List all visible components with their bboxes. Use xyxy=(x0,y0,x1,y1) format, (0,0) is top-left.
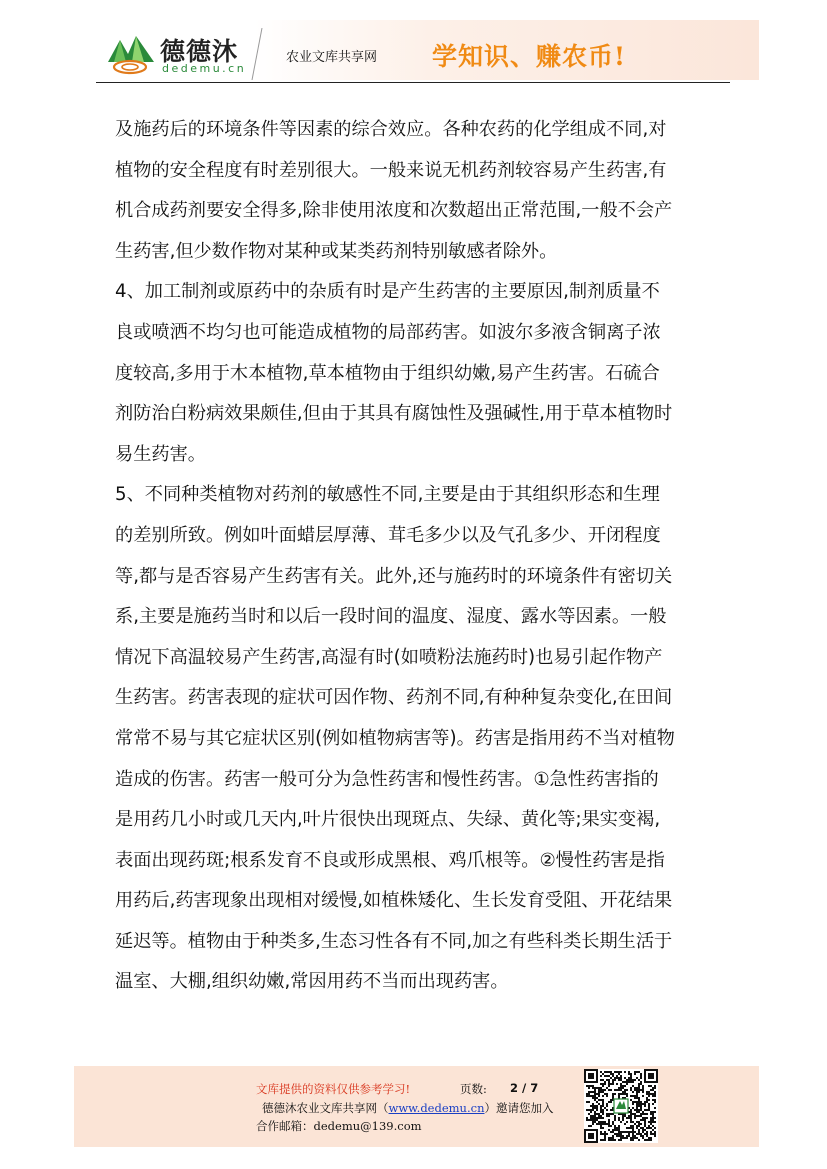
page-count-label: 页数: xyxy=(460,1082,487,1096)
text-line: 良或喷洒不均匀也可能造成植物的局部药害。如波尔多液含铜离子浓 xyxy=(115,321,661,343)
text-line: 系,主要是施药当时和以后一段时间的温度、湿度、露水等因素。一般 xyxy=(115,606,667,628)
footer-invite xyxy=(262,1100,553,1116)
document-body xyxy=(115,110,715,1003)
text-line: 5、不同种类植物对药剂的敏感性不同,主要是由于其组织形态和生理 xyxy=(115,484,660,506)
page-number: 2 / 7 xyxy=(510,1081,539,1095)
header-rule xyxy=(96,82,730,83)
text-line: 等,都与是否容易产生药害有关。此外,还与施药时的环境条件有密切关 xyxy=(115,565,673,587)
header-divider xyxy=(250,28,264,80)
footer-invite-suffix: ）邀请您加入 xyxy=(484,1101,554,1115)
footer-disclaimer: 文库提供的资料仅供参考学习! xyxy=(256,1082,411,1096)
footer-site-link[interactable]: www.dedemu.cn xyxy=(388,1101,485,1115)
dedemu-logo-icon xyxy=(104,32,160,76)
text-line: 的差别所致。例如叶面蜡层厚薄、茸毛多少以及气孔多少、开闭程度 xyxy=(115,524,661,546)
logo-domain: dedemu.cn xyxy=(162,62,247,75)
text-line: 生药害。药害表现的症状可因作物、药剂不同,有种种复杂变化,在田间 xyxy=(115,687,673,709)
page-header xyxy=(74,20,759,80)
text-line: 生药害,但少数作物对某种或某类药剂特别敏感者除外。 xyxy=(115,240,558,262)
text-line: 机合成药剂要安全得多,除非使用浓度和次数超出正常范围,一般不会产 xyxy=(115,200,673,222)
logo-text: 德德沐 xyxy=(160,37,239,66)
site-name: 农业文库共享网 xyxy=(286,50,378,65)
header-slogan: 学知识、赚农币! xyxy=(432,42,626,71)
text-line: 温室、大棚,组织幼嫩,常因用药不当而出现药害。 xyxy=(115,971,509,993)
text-line: 剂防治白粉病效果颇佳,但由于其具有腐蚀性及强碱性,用于草本植物时 xyxy=(115,403,673,425)
text-line: 度较高,多用于木本植物,草本植物由于组织幼嫩,易产生药害。石硫合 xyxy=(115,362,660,384)
text-line: 常常不易与其它症状区别(例如植物病害等)。药害是指用药不当对植物 xyxy=(115,727,675,749)
text-line: 造成的伤害。药害一般可分为急性药害和慢性药害。①急性药害指的 xyxy=(115,768,659,790)
text-line: 是用药几小时或几天内,叶片很快出现斑点、失绿、黄化等;果实变褐, xyxy=(115,809,661,831)
text-line: 及施药后的环境条件等因素的综合效应。各种农药的化学组成不同,对 xyxy=(115,119,667,140)
text-line: 延迟等。植物由于种类多,生态习性各有不同,加之有些科类长期生活于 xyxy=(115,930,673,952)
text-line: 情况下高温较易产生药害,高湿有时(如喷粉法施药时)也易引起作物产 xyxy=(115,646,663,668)
text-line: 4、加工制剂或原药中的杂质有时是产生药害的主要原因,制剂质量不 xyxy=(115,281,660,303)
text-line: 易生药害。 xyxy=(115,443,206,465)
page-footer xyxy=(74,1066,759,1147)
footer-email: 合作邮箱：dedemu@139.com xyxy=(256,1119,422,1133)
footer-invite-prefix: 德德沐农业文库共享网（ xyxy=(262,1101,389,1115)
text-line: 用药后,药害现象出现相对缓慢,如植株矮化、生长发育受阻、开花结果 xyxy=(115,890,673,912)
qr-code-icon[interactable] xyxy=(584,1069,658,1143)
text-line: 植物的安全程度有时差别很大。一般来说无机药剂较容易产生药害,有 xyxy=(115,159,667,181)
text-line: 表面出现药斑;根系发育不良或形成黑根、鸡爪根等。②慢性药害是指 xyxy=(115,849,665,871)
